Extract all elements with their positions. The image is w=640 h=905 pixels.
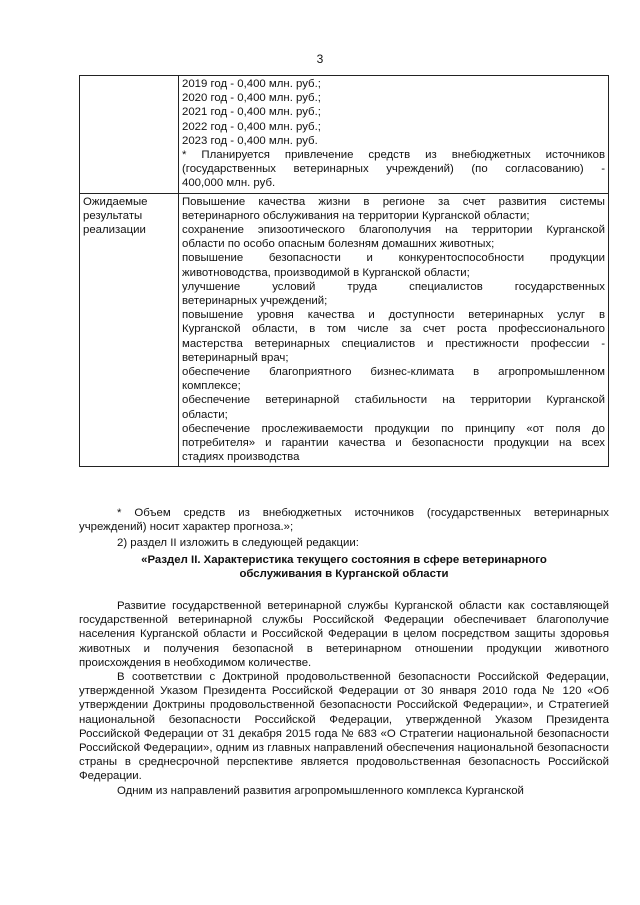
result-line: потребителя» и гарантии качества и безопасности продукции на всех: [182, 437, 605, 450]
result-line: обеспечение ветеринарной стабильности на территории Курганской: [182, 394, 605, 407]
result-line: области;: [182, 408, 228, 421]
paragraph: Одним из направлений развития агропромышленного комплекса Курганской: [117, 784, 524, 797]
result-line: Курганской области, в том числе за счет роста профессионального: [182, 323, 605, 336]
financing-cell: [179, 76, 609, 194]
body-text: [79, 506, 609, 798]
result-line: Повышение качества жизни в регионе за счет развития системы: [182, 195, 605, 208]
result-line: обеспечение прослеживаемости продукции по принципу «от поля до: [182, 422, 605, 435]
result-line: области по особо опасным болезням домашних животных;: [182, 238, 495, 251]
page-number: 3: [316, 52, 324, 66]
result-line: обеспечение благоприятного бизнес-климата в агропромышленном: [182, 366, 605, 379]
section-heading-line: «Раздел II. Характеристика текущего состояния в сфере ветеринарного: [141, 553, 547, 566]
section-heading: [79, 553, 609, 581]
table-row-financing: [80, 76, 609, 194]
section-heading-line: обслуживания в Курганской области: [239, 567, 449, 580]
financing-note-line: * Планируется привлечение средств из внебюджетных источников: [182, 149, 605, 162]
expected-results-cell: [179, 193, 609, 467]
result-line: повышение уровня качества и доступности ветеринарных услуг в: [182, 309, 605, 322]
result-line: стадиях производства: [182, 451, 300, 464]
row-label-cell: [80, 76, 179, 194]
result-line: повышение безопасности и конкурентоспособности продукции: [182, 252, 605, 265]
passport-table: [79, 75, 609, 467]
expected-results-label: Ожидаемые результаты реализации: [80, 193, 179, 467]
result-line: сохранение эпизоотического благополучия на территории Курганской: [182, 224, 605, 237]
footnote: * Объем средств из внебюджетных источников (государственных ветеринарных учреждений) носит характер прогноза.»;: [79, 507, 609, 534]
financing-year-line: 2022 год - 0,400 млн. руб.;: [182, 120, 321, 133]
financing-note-line: (государственных ветеринарных учреждений) (по согласованию) -: [182, 163, 605, 176]
result-line: мастерства ветеринарных специалистов и престижности профессии -: [182, 337, 605, 350]
paragraph: В соответствии с Доктриной продовольственной безопасности Российской Федерации, утвержденной Указом Президента Российской Федерации от 30 января 2010 года № 120 «Об утверждении Доктрины продовольственной безопасности Российской Федерации», и Стратегией национальной безопасности Российской Федерации, утвержденной Указом Президента Российской Федерации от 31 декабря 2015 года № 683 «О Стратегии национальной безопасности Российской Федерации», одним из главных направлений обеспечения национальной безопасности страны в среднесрочной перспективе является продовольственная безопасность Российской Федерации.: [79, 671, 609, 783]
result-line: улучшение условий труда специалистов государственных: [182, 280, 605, 293]
financing-year-line: 2023 год - 0,400 млн. руб.: [182, 134, 318, 147]
result-line: комплексе;: [182, 380, 241, 393]
result-line: ветеринарный врач;: [182, 351, 289, 364]
result-line: ветеринарного обслуживания на территории Курганской области;: [182, 209, 530, 222]
table-row-expected-results: [80, 193, 609, 467]
paragraph: Развитие государственной ветеринарной службы Курганской области как составляющей государственной ветеринарной службы Российской Федерации обеспечивает благополучие населения Курганской области и Российской Федерации в целом посредством защиты здоровья животных и получения безопасной в ветеринарном отношении продукции животного происхождения в необходимом количестве.: [79, 600, 609, 669]
result-line: ветеринарных учреждений;: [182, 295, 328, 308]
result-line: животноводства, производимой в Курганской области;: [182, 266, 470, 279]
instruction: 2) раздел II изложить в следующей редакции:: [117, 537, 359, 550]
financing-year-line: 2019 год - 0,400 млн. руб.;: [182, 78, 321, 90]
financing-year-line: 2021 год - 0,400 млн. руб.;: [182, 106, 321, 119]
financing-year-line: 2020 год - 0,400 млн. руб.;: [182, 92, 321, 105]
financing-note-line: 400,000 млн. руб.: [182, 177, 276, 190]
